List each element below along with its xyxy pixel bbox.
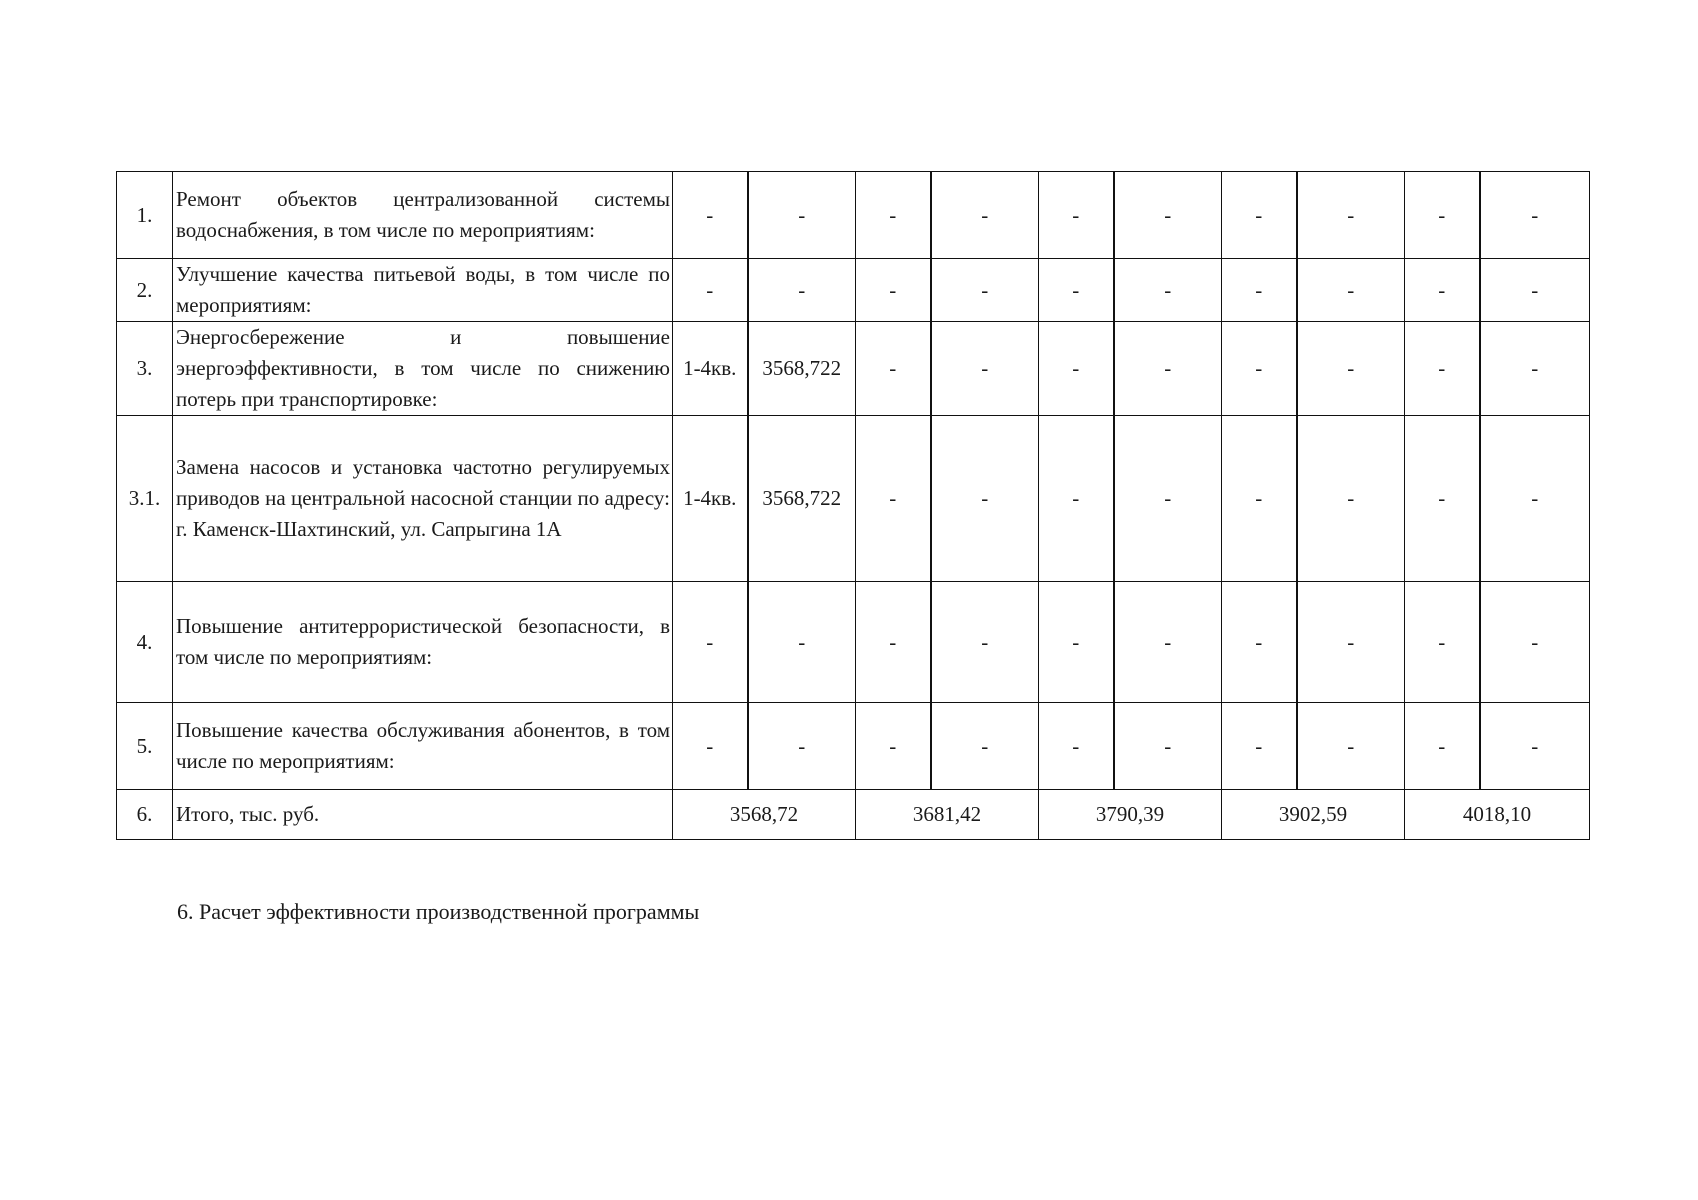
value-cell: - [748, 582, 856, 703]
total-row-number: 6. [117, 790, 173, 840]
table-row [117, 172, 1590, 259]
table-row [117, 322, 1590, 416]
value-cell: - [1222, 172, 1297, 259]
row-description: Повышение антитеррористической безопасности, в том числе по мероприятиям: [173, 582, 673, 703]
value-cell: - [1480, 703, 1590, 790]
row-number: 4. [117, 582, 173, 703]
value-cell: 1-4кв. [673, 416, 748, 582]
value-cell: - [1480, 259, 1590, 322]
value-cell: - [931, 322, 1039, 416]
value-cell: - [673, 259, 748, 322]
total-value: 3790,39 [1039, 790, 1222, 840]
row-number: 1. [117, 172, 173, 259]
value-cell: - [931, 582, 1039, 703]
value-cell: - [1297, 416, 1405, 582]
row-number: 3. [117, 322, 173, 416]
value-cell: - [673, 582, 748, 703]
table-row [117, 259, 1590, 322]
value-cell: - [1039, 416, 1114, 582]
value-cell: - [856, 172, 931, 259]
row-description: Ремонт объектов централизованной системы водоснабжения, в том числе по мероприятиям: [173, 172, 673, 259]
value-cell: - [1297, 582, 1405, 703]
value-cell: - [1039, 259, 1114, 322]
value-cell: - [1405, 416, 1480, 582]
table-row [117, 416, 1590, 582]
value-cell: - [1297, 259, 1405, 322]
value-cell: - [1480, 582, 1590, 703]
value-cell: - [1222, 322, 1297, 416]
value-cell: - [673, 703, 748, 790]
value-cell: - [931, 259, 1039, 322]
value-cell: - [1405, 322, 1480, 416]
row-number: 5. [117, 703, 173, 790]
value-cell: - [1039, 703, 1114, 790]
value-cell: - [1114, 703, 1222, 790]
value-cell: - [931, 416, 1039, 582]
value-cell: 1-4кв. [673, 322, 748, 416]
row-number: 2. [117, 259, 173, 322]
value-cell: - [673, 172, 748, 259]
total-value: 3902,59 [1222, 790, 1405, 840]
value-cell: - [1114, 172, 1222, 259]
value-cell: - [1114, 322, 1222, 416]
total-value: 3681,42 [856, 790, 1039, 840]
value-cell: - [1222, 703, 1297, 790]
value-cell: - [1039, 582, 1114, 703]
value-cell: - [1039, 322, 1114, 416]
value-cell: - [856, 259, 931, 322]
row-description: Повышение качества обслуживания абонентов, в том числе по мероприятиям: [173, 703, 673, 790]
value-cell: - [856, 416, 931, 582]
value-cell: - [856, 322, 931, 416]
table-body [117, 172, 1590, 840]
value-cell: - [1405, 259, 1480, 322]
value-cell: - [1114, 582, 1222, 703]
value-cell: - [1114, 259, 1222, 322]
total-value: 4018,10 [1405, 790, 1590, 840]
total-row [117, 790, 1590, 840]
value-cell: - [1039, 172, 1114, 259]
value-cell: - [931, 703, 1039, 790]
value-cell: - [931, 172, 1039, 259]
total-value: 3568,72 [673, 790, 856, 840]
value-cell: - [1297, 172, 1405, 259]
value-cell: - [1297, 322, 1405, 416]
value-cell: - [1222, 416, 1297, 582]
value-cell: - [748, 172, 856, 259]
value-cell: - [1480, 172, 1590, 259]
value-cell: 3568,722 [748, 322, 856, 416]
value-cell: - [1480, 322, 1590, 416]
table-row [117, 703, 1590, 790]
value-cell: - [1405, 172, 1480, 259]
value-cell: - [1222, 259, 1297, 322]
value-cell: 3568,722 [748, 416, 856, 582]
value-cell: - [748, 259, 856, 322]
value-cell: - [1222, 582, 1297, 703]
section-heading: 6. Расчет эффективности производственной программы [177, 899, 700, 924]
row-description: Замена насосов и установка частотно регулируемых приводов на центральной насосной станции по адресу: г. Каменск-Шахтинский, ул. Сапрыгина 1А [173, 416, 673, 582]
row-number: 3.1. [117, 416, 173, 582]
table-row [117, 582, 1590, 703]
program-measures-table [116, 171, 1590, 840]
value-cell: - [1405, 582, 1480, 703]
value-cell: - [856, 582, 931, 703]
value-cell: - [856, 703, 931, 790]
row-description: Энергосбережение и повышение энергоэффективности, в том числе по снижению потерь при транспортировке: [173, 322, 673, 416]
value-cell: - [748, 703, 856, 790]
row-description: Улучшение качества питьевой воды, в том числе по мероприятиям: [173, 259, 673, 322]
value-cell: - [1480, 416, 1590, 582]
total-label: Итого, тыс. руб. [173, 790, 673, 840]
value-cell: - [1114, 416, 1222, 582]
value-cell: - [1297, 703, 1405, 790]
value-cell: - [1405, 703, 1480, 790]
